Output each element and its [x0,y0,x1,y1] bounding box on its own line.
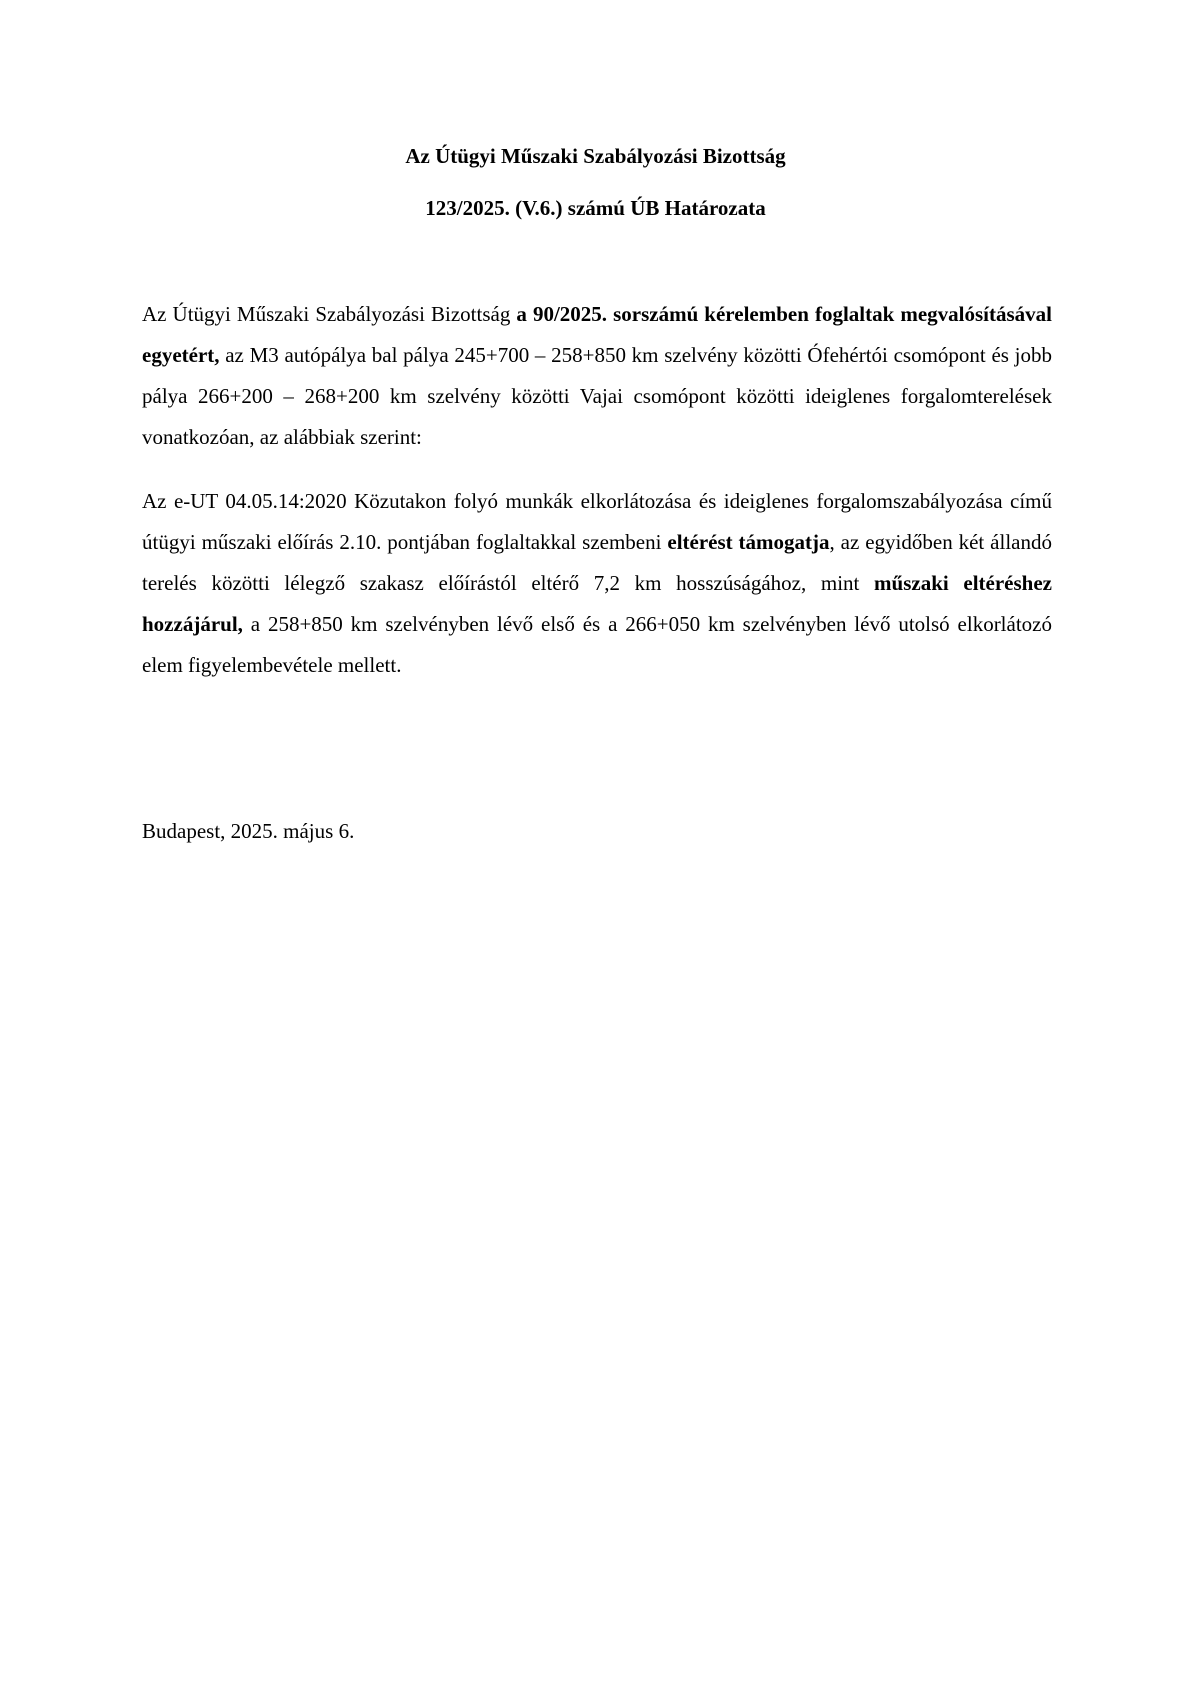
document-title: Az Útügyi Műszaki Szabályozási Bizottság [405,144,786,168]
paragraph-decision [142,294,1052,458]
paragraph-2-text-a: Az e-UT 04.05.14:2020 Közutakon folyó munkák elkorlátozása és ideiglenes forgalomszabályozása című útügyi műszaki előírás 2.10. pontjában foglaltakkal szembeni [142,489,1052,554]
paragraph-1-text-b: az M3 autópálya bal pálya 245+700 – 258+850 km szelvény közötti Ófehértói csomópont és jobb pálya 266+200 – 268+200 km szelvény közötti Vajai csomópont közötti ideiglenes forgalomterelések vonatkozóan, az alábbiak szerint: [142,343,1052,449]
paragraph-1-text-a: Az Útügyi Műszaki Szabályozási Bizottság [142,302,517,326]
paragraph-deviation [142,481,1052,686]
paragraph-2-text-c: a 258+850 km szelvényben lévő első és a 266+050 km szelvényben lévő utolsó elkorlátozó elem figyelembevétele mellett. [142,612,1052,677]
paragraph-1-bold-a: a 90/2025. sorszámú kérelemben foglaltak megvalósításával egyetért, [142,302,1053,367]
resolution-number: 123/2025. (V.6.) számú ÚB Határozata [425,196,766,220]
paragraph-2-text-b: , az egyidőben két állandó terelés közötti lélegző szakasz előírástól eltérő 7,2 km hosszúságához, mint [142,530,1052,595]
paragraph-2-bold-b: műszaki eltéréshez hozzájárul, [142,571,1052,636]
paragraph-2-bold-a: eltérést támogatja [667,530,830,554]
place-and-date: Budapest, 2025. május 6. [142,819,355,843]
